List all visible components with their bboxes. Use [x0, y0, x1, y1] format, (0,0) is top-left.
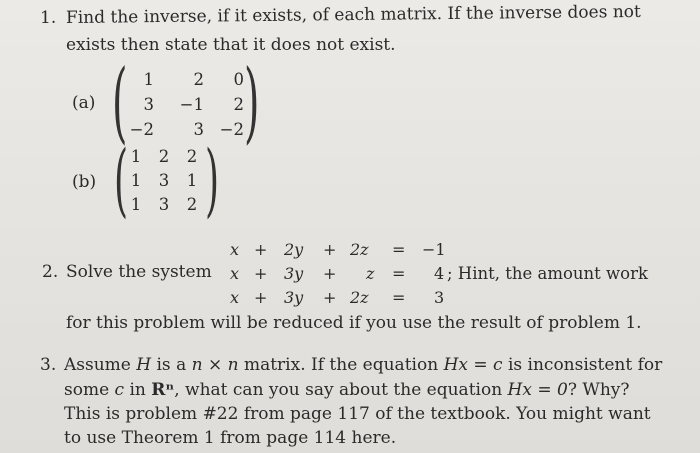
matrix-b-cell: 2: [186, 147, 198, 166]
eq-row-3-y: 3y: [284, 288, 304, 307]
eq-row-3-x: x: [230, 288, 240, 307]
problem-2-hint: ; Hint, the amount work: [447, 264, 648, 283]
matrix-b-cell: 3: [158, 195, 170, 214]
eq-row-2-equals: =: [392, 264, 406, 283]
equation-hx-equals-c: Hx = c: [443, 355, 503, 375]
matrix-b-cell: 1: [130, 147, 142, 166]
matrix-b-cell: 3: [158, 171, 170, 190]
matrix-a-cell: 2: [233, 95, 244, 114]
eq-row-3-rhs: 3: [434, 288, 445, 307]
problem-1-line-1: Find the inverse, if it exists, of each matrix. If the inverse does not: [65, 1, 641, 28]
problem-1-number: 1.: [40, 8, 57, 28]
problem-3-line-3: This is problem #22 from page 117 of the textbook. You might want: [64, 404, 651, 424]
eq-row-1-z: 2z: [350, 240, 369, 259]
eq-row-2-z: z: [366, 264, 375, 283]
text: in: [129, 380, 146, 400]
text: , what can you say about the equation: [174, 380, 503, 400]
problem-2-lead: Solve the system: [66, 262, 212, 282]
text: Assume: [64, 355, 131, 375]
problem-3-line-1: [64, 355, 662, 375]
matrix-a-label: (a): [72, 93, 96, 113]
eq-row-3-z: 2z: [350, 288, 369, 307]
eq-row-3-equals: =: [392, 288, 406, 307]
matrix-b-cell: 1: [186, 171, 198, 190]
matrix-a-cell: 3: [143, 95, 154, 114]
eq-row-2-x: x: [230, 264, 240, 283]
eq-row-1-op2: +: [323, 240, 337, 259]
matrix-a-left-paren: (: [112, 50, 128, 153]
matrix-a-right-paren: ): [244, 50, 260, 153]
eq-row-2-rhs: 4: [434, 264, 445, 283]
matrix-a-cell: −1: [179, 95, 204, 114]
matrix-a-cell: 3: [193, 120, 204, 139]
eq-row-2-y: 3y: [284, 264, 304, 283]
matrix-symbol-h: H: [136, 355, 152, 375]
matrix-b-right-paren: ): [205, 133, 220, 226]
problem-3-line-2: [64, 380, 630, 400]
vector-c: c: [114, 380, 125, 400]
problem-2-number: 2.: [42, 262, 59, 282]
matrix-b-cell: 2: [158, 147, 170, 166]
matrix-b-left-paren: (: [114, 133, 129, 226]
text: some: [64, 380, 110, 400]
text: is inconsistent for: [507, 355, 663, 375]
eq-row-1-x: x: [230, 240, 240, 259]
matrix-b-cell: 1: [130, 171, 142, 190]
problem-2-line-2: for this problem will be reduced if you use the result of problem 1.: [66, 313, 642, 333]
problem-3-line-4: to use Theorem 1 from page 114 here.: [64, 428, 397, 448]
eq-row-2-op2: +: [323, 264, 337, 283]
matrix-a-cell: −2: [129, 120, 154, 139]
text: matrix. If the equation: [243, 355, 439, 375]
eq-row-3-op1: +: [254, 288, 268, 307]
matrix-b-label: (b): [72, 172, 97, 192]
dimension-n-by-n: n × n: [191, 355, 239, 375]
matrix-a-cell: −2: [219, 120, 244, 139]
eq-row-3-op2: +: [323, 288, 337, 307]
matrix-a-cell: 0: [233, 70, 244, 89]
problem-1-line-2: exists then state that it does not exist.: [66, 35, 396, 55]
eq-row-2-op1: +: [254, 264, 268, 283]
space-rn: Rⁿ: [151, 380, 175, 400]
problem-3-number: 3.: [40, 355, 57, 375]
eq-row-1-y: 2y: [284, 240, 304, 259]
text: ? Why?: [567, 380, 630, 400]
eq-row-1-rhs: −1: [422, 240, 446, 259]
equation-hx-equals-zero: Hx = 0: [507, 380, 568, 400]
matrix-a-cell: 1: [143, 70, 154, 89]
matrix-b-cell: 2: [186, 195, 198, 214]
matrix-a-cell: 2: [193, 70, 204, 89]
text: is a: [156, 355, 187, 375]
eq-row-1-equals: =: [392, 240, 406, 259]
eq-row-1-op1: +: [254, 240, 268, 259]
matrix-b-cell: 1: [130, 195, 142, 214]
